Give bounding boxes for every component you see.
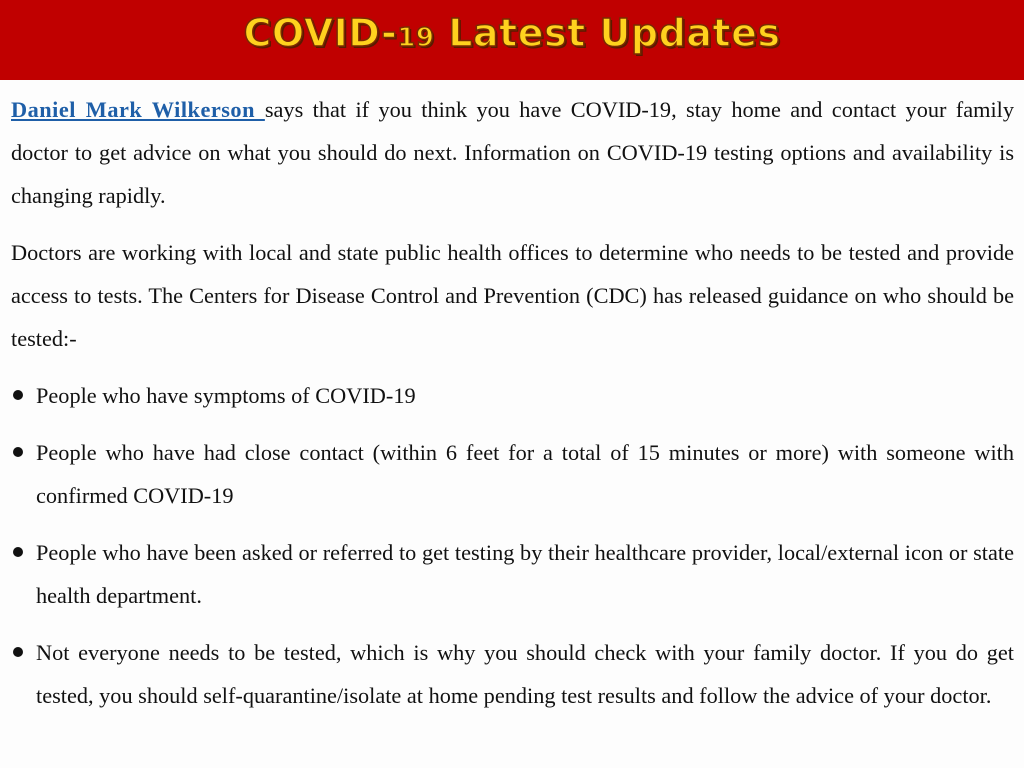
title-banner: [0, 0, 1024, 80]
article-body: [11, 88, 1014, 731]
bullet-icon: [13, 547, 23, 557]
title-part-rest: Latest Updates: [434, 11, 781, 55]
list-item: [11, 631, 1014, 717]
intro-text: says that if you think you have COVID-19, stay home and contact your family doctor to get advice on what you should do next. Information on COVID-19 testing options and availability is changing rapidly.: [11, 97, 1014, 208]
list-item-text: People who have symptoms of COVID-19: [36, 383, 416, 408]
intro-paragraph: [11, 88, 1014, 217]
list-item: [11, 431, 1014, 517]
list-item-text: Not everyone needs to be tested, which is why you should check with your family doctor. If you do get tested, you should self-quarantine/isolate at home pending test results and follow the advice of your doctor.: [36, 640, 1014, 708]
bullet-icon: [13, 447, 23, 457]
title-part-main: COVID-: [243, 11, 398, 55]
list-item: [11, 374, 1014, 417]
page-title: [243, 11, 781, 55]
list-item-text: People who have been asked or referred to get testing by their healthcare provider, local/external icon or state health department.: [36, 540, 1014, 608]
list-item-text: People who have had close contact (within 6 feet for a total of 15 minutes or more) with someone with confirmed COVID-19: [36, 440, 1014, 508]
title-part-number: 19: [397, 23, 435, 53]
author-link[interactable]: Daniel Mark Wilkerson: [11, 97, 265, 122]
bullet-icon: [13, 390, 23, 400]
list-item: [11, 531, 1014, 617]
testing-criteria-list: [11, 374, 1014, 717]
guidance-paragraph: Doctors are working with local and state public health offices to determine who needs to be tested and provide access to tests. The Centers for Disease Control and Prevention (CDC) has released guidance on who should be tested:-: [11, 240, 1014, 351]
bullet-icon: [13, 647, 23, 657]
